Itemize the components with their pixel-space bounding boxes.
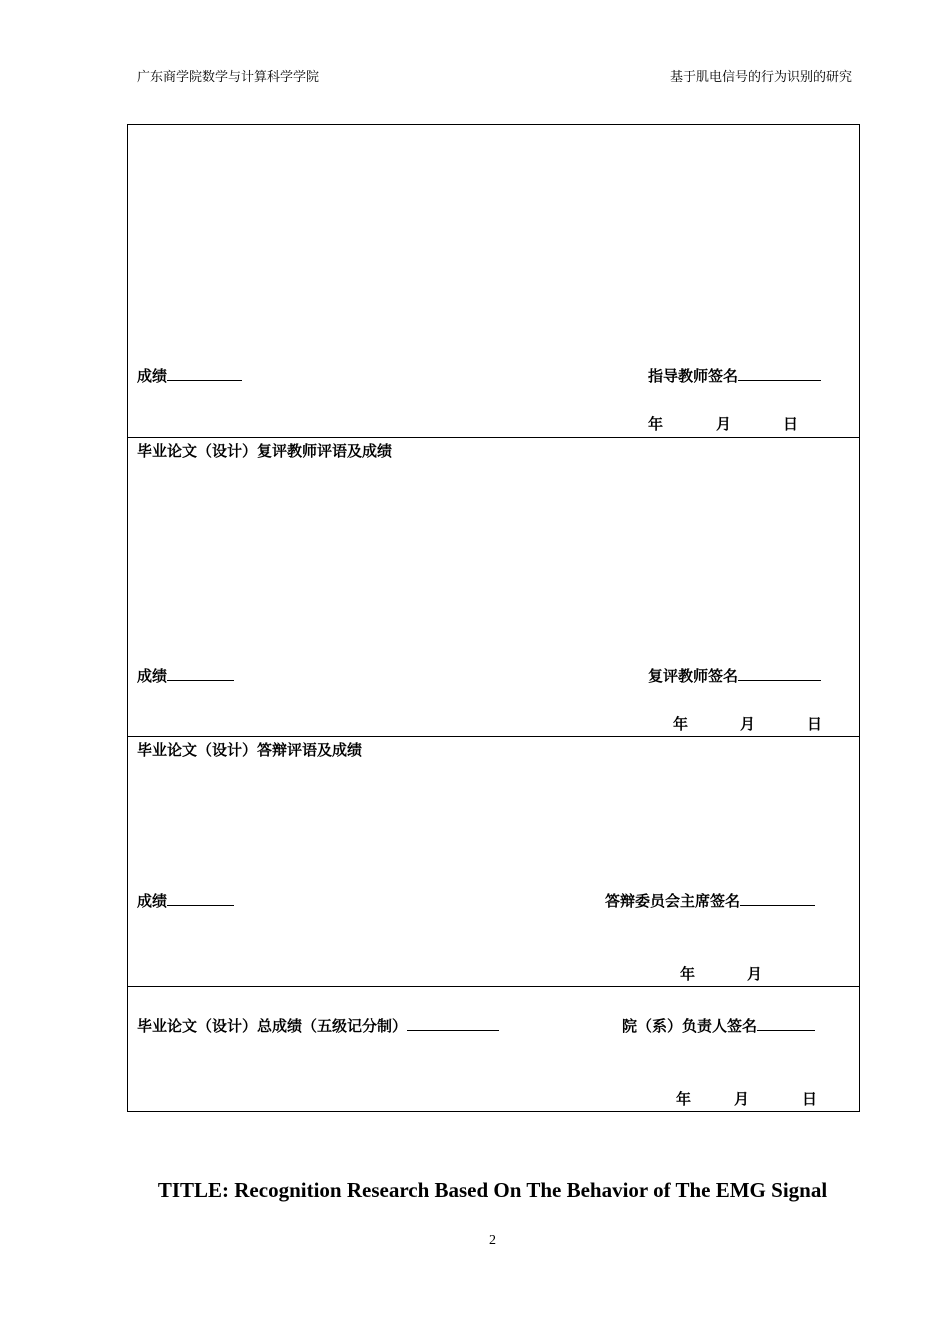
score-label: 成绩	[137, 367, 168, 385]
total-score-row	[137, 1016, 499, 1035]
date-month: 月	[734, 1090, 750, 1108]
total-section	[128, 986, 859, 1111]
signature-blank[interactable]	[738, 666, 821, 681]
date-month: 月	[740, 715, 756, 733]
advisor-signature-row	[648, 366, 821, 385]
signature-blank[interactable]	[757, 1016, 815, 1031]
date-month: 月	[716, 415, 732, 433]
signature-label: 复评教师签名	[648, 667, 739, 685]
dean-signature-row	[622, 1016, 815, 1035]
score-blank[interactable]	[167, 666, 234, 681]
advisor-score-row	[137, 366, 242, 385]
score-blank[interactable]	[167, 366, 242, 381]
header-right-text: 基于肌电信号的行为识别的研究	[669, 70, 852, 85]
defense-score-row	[137, 891, 234, 910]
evaluation-form	[127, 124, 860, 1112]
date-day: 日	[783, 415, 799, 433]
header-left-text: 广东商学院数学与计算科学学院	[137, 70, 320, 85]
defense-heading: 毕业论文（设计）答辩评语及成绩	[137, 741, 363, 759]
date-year: 年	[673, 715, 689, 733]
defense-section	[128, 736, 859, 986]
score-label: 成绩	[137, 667, 168, 685]
signature-blank[interactable]	[738, 366, 821, 381]
reviewer-score-row	[137, 666, 234, 685]
reviewer-signature-row	[648, 666, 821, 685]
english-title: TITLE: Recognition Research Based On The Behavior of The EMG Signal	[157, 1178, 828, 1202]
date-year: 年	[648, 415, 664, 433]
signature-label: 院（系）负责人签名	[622, 1017, 758, 1035]
page-number: 2	[489, 1233, 496, 1248]
total-blank[interactable]	[407, 1016, 499, 1031]
date-month: 月	[747, 965, 763, 983]
reviewer-heading: 毕业论文（设计）复评教师评语及成绩	[137, 442, 393, 460]
signature-label: 答辩委员会主席签名	[605, 892, 741, 910]
reviewer-section	[128, 437, 859, 736]
score-blank[interactable]	[167, 891, 234, 906]
date-day: 日	[807, 715, 823, 733]
advisor-section	[128, 125, 859, 437]
score-label: 成绩	[137, 892, 168, 910]
total-label: 毕业论文（设计）总成绩（五级记分制）	[137, 1017, 408, 1035]
signature-label: 指导教师签名	[648, 367, 739, 385]
date-day: 日	[802, 1090, 818, 1108]
signature-blank[interactable]	[740, 891, 815, 906]
date-year: 年	[676, 1090, 692, 1108]
defense-signature-row	[605, 891, 815, 910]
date-year: 年	[680, 965, 696, 983]
